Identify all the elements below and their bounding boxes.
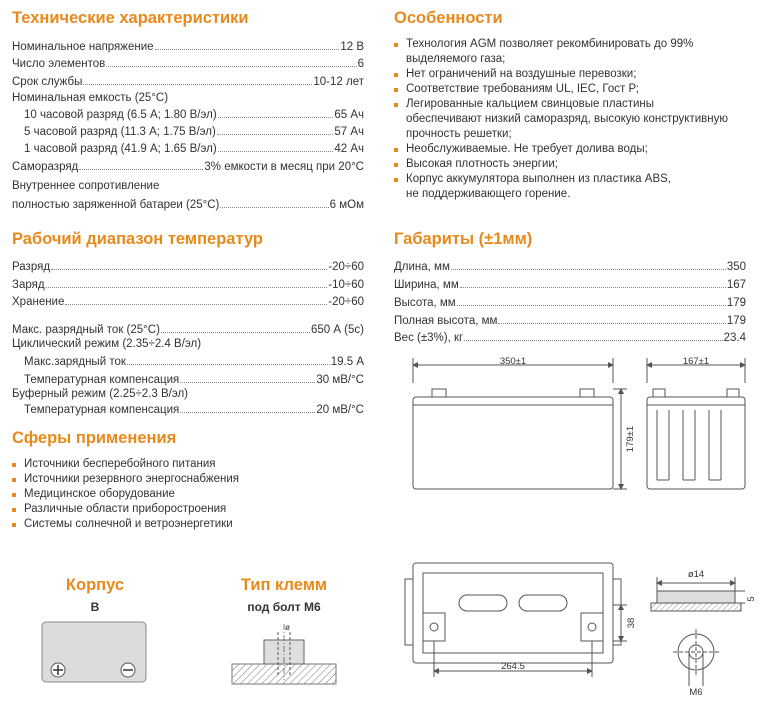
terminal-bolt-icon (430, 623, 438, 631)
case-value: B (90, 600, 100, 614)
cyclic-row-temp-comp: Температурная компенсация 30 мВ/°С (24, 374, 364, 386)
list-item: Источники бесперебойного питания (12, 457, 239, 472)
top-view-drawing (405, 563, 627, 677)
capacity-row-10h: 10 часовой разряд (6.5 А; 1.80 В/эл) 65 Ач (24, 109, 364, 121)
list-item: Высокая плотность энергии; (394, 157, 728, 172)
list-item: Корпус аккумулятора выполнен из пластика ABS, не поддерживающего горение. (394, 172, 728, 202)
length-dimension-label: 350±1 (499, 356, 527, 367)
case-layout-drawing (40, 620, 150, 686)
dimensions-title: Габариты (±1мм) (394, 230, 533, 248)
buffer-row-temp-comp: Температурная компенсация 20 мВ/°С (24, 404, 364, 416)
case-title: Корпус (65, 576, 125, 594)
temp-row-max-discharge: Макс. разрядный ток (25°С) 650 А (5с) (12, 324, 364, 336)
applications-title: Сферы применения (12, 429, 177, 447)
temp-row-storage: Хранение -20÷60 (12, 296, 364, 308)
cyclic-heading: Циклический режим (2.35÷2.4 В/эл) (12, 338, 202, 350)
terminal-drawing (228, 618, 340, 688)
specs-title: Технические характеристики (12, 9, 249, 27)
terminal-detail-drawing (651, 577, 745, 686)
buffer-heading: Буферный режим (2.25÷2.3 В/эл) (12, 388, 189, 400)
terminal-bolt-icon (588, 623, 596, 631)
capacity-row-1h: 1 часовой разряд (41.9 А; 1.65 В/эл) 42 Ач (24, 143, 364, 155)
cyclic-row-max-charge: Макс.зарядный ток 19.5 А (24, 356, 364, 368)
list-item: Технология AGM позволяет рекомбинировать до 99% выделяемого газа; (394, 37, 728, 67)
terminal-title: Тип клемм (240, 576, 328, 594)
list-item: Нет ограничений на воздушные перевозки; (394, 67, 728, 82)
post-diameter-label: ø14 (687, 569, 705, 580)
temp-row-discharge: Разряд -20÷60 (12, 261, 364, 273)
features-title: Особенности (394, 9, 503, 27)
temp-title: Рабочий диапазон температур (12, 230, 264, 248)
list-item: Соответствие требованиям UL, IEC, Гост Р; (394, 82, 728, 97)
spec-row-self-discharge: Саморазряд 3% емкости в месяц при 20°С (12, 161, 364, 173)
capacity-heading: Номинальная емкость (25°С) (12, 92, 169, 104)
spec-row-resistance: полностью заряженной батареи (25°С) 6 мОм (12, 199, 364, 211)
resistance-heading: Внутреннее сопротивление (12, 180, 160, 192)
capacity-row-5h: 5 часовой разряд (11.3 А; 1.75 В/эл) 57 Ач (24, 126, 364, 138)
list-item: Легированные кальцием свинцовые пластины обеспечивают низкий саморазряд, высокую конструктивную прочность решетки; (394, 97, 728, 142)
dim-row-total-height: Полная высота, мм 179 (394, 315, 746, 327)
terminal-value: под болт М6 (247, 600, 321, 614)
side-view-drawing (647, 358, 745, 489)
front-view-drawing (413, 358, 627, 489)
terminal-diameter-label: ø (285, 623, 290, 632)
spec-row-cells: Число элементов 6 (12, 58, 364, 70)
list-item: Необслуживаемые. Не требует долива воды; (394, 142, 728, 157)
height-dimension-label: 179±1 (625, 425, 636, 453)
dimension-drawings (395, 355, 760, 700)
applications-list (12, 457, 239, 532)
width-dimension-label: 167±1 (682, 356, 710, 367)
dim-row-height: Высота, мм 179 (394, 297, 746, 309)
spec-row-voltage: Номинальное напряжение 12 В (12, 41, 364, 53)
terminal-height-label: 38 (626, 617, 637, 629)
dim-row-length: Длина, мм 350 (394, 261, 746, 273)
post-height-label: 5 (746, 596, 757, 602)
list-item: Системы солнечной и ветроэнергетики (12, 517, 239, 532)
bolt-size-label: M6 (689, 687, 703, 698)
dim-row-weight: Вес (±3%), кг 23.4 (394, 332, 746, 344)
dim-row-width: Ширина, мм 167 (394, 279, 746, 291)
spec-row-service-life: Срок службы 10-12 лет (12, 76, 364, 88)
list-item: Различные области приборостроения (12, 502, 239, 517)
list-item: Медицинское оборудование (12, 487, 239, 502)
features-list (394, 37, 728, 202)
list-item: Источники резервного энергоснабжения (12, 472, 239, 487)
terminal-spacing-label: 264.5 (501, 661, 525, 672)
temp-row-charge: Заряд -10÷60 (12, 279, 364, 291)
